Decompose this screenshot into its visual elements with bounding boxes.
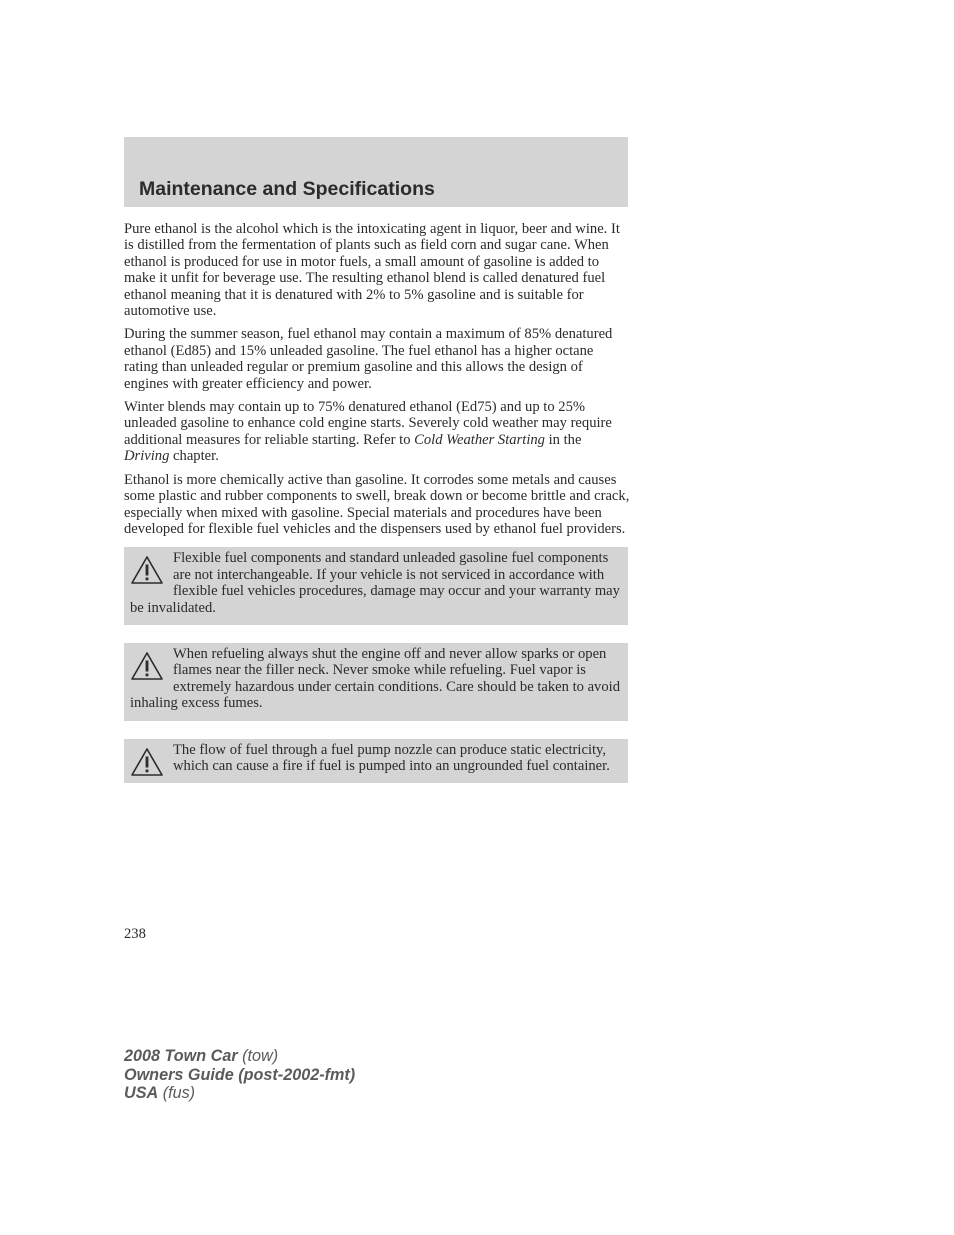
- warning-triangle-icon: [130, 651, 164, 681]
- footer-market-code: (fus): [162, 1084, 196, 1102]
- document-footer: [124, 1047, 355, 1103]
- footer-line-guide: [124, 1066, 355, 1085]
- footer-line-market: [124, 1084, 355, 1103]
- warning-box-components: [124, 547, 628, 625]
- driving-chapter-reference: Driving: [124, 448, 170, 465]
- warning-triangle-icon: [130, 747, 164, 777]
- footer-market: USA: [124, 1084, 159, 1102]
- paragraph-winter-blend: [124, 399, 630, 465]
- footer-model: 2008 Town Car: [124, 1047, 238, 1065]
- cold-weather-starting-reference: Cold Weather Starting: [414, 431, 545, 448]
- footer-model-code: (tow): [242, 1047, 279, 1065]
- warning-box-refueling: [124, 643, 628, 721]
- page-content: [124, 221, 630, 801]
- warning-text: Flexible fuel components and standard unleaded gasoline fuel components are not interchangeable. If your vehicle is not serviced in accordance with flexible fuel vehicles procedures, damage may occur and your warranty may be invalidated.: [130, 550, 620, 616]
- page-number: 238: [124, 926, 146, 942]
- warning-triangle-icon: [130, 555, 164, 585]
- winter-text-part1: Winter blends may contain up to 75% denatured ethanol (Ed75) and up to 25% unleaded gasoline to enhance cold engine starts. Severely cold weather may require additional measures for reliable starting. Refer to: [124, 399, 612, 448]
- footer-line-model: [124, 1047, 355, 1066]
- section-header-band: [124, 137, 628, 207]
- paragraph-summer-blend: During the summer season, fuel ethanol may contain a maximum of 85% denatured ethanol (Ed85) and 15% unleaded gasoline. The fuel ethanol has a higher octane rating than unleaded regular or premium gasoline and this allows the design of engines with greater efficiency and power.: [124, 326, 613, 392]
- warning-box-static-electricity: [124, 739, 628, 784]
- warning-text: When refueling always shut the engine off and never allow sparks or open flames near the filler neck. Never smoke while refueling. Fuel vapor is extremely hazardous under certain conditions. Care should be taken to avoid inhaling excess fumes.: [130, 645, 620, 712]
- section-title: Maintenance and Specifications: [139, 178, 435, 200]
- paragraph-pure-ethanol: Pure ethanol is the alcohol which is the intoxicating agent in liquor, beer and wine. It is distilled from the fermentation of plants such as field corn and sugar cane. When ethanol is produced for use in motor fuels, a small amount of gasoline is added to make it unfit for beverage use. The resulting ethanol blend is called denatured fuel ethanol meaning that it is denatured with 2% to 5% gasoline and is suitable for automotive use.: [124, 221, 620, 320]
- warning-text: The flow of fuel through a fuel pump nozzle can produce static electricity, which can cause a fire if fuel is pumped into an ungrounded fuel container.: [173, 741, 610, 774]
- winter-text-part3: chapter.: [169, 448, 219, 465]
- footer-guide: Owners Guide (post-2002-fmt): [124, 1065, 356, 1084]
- paragraph-ethanol-chemistry: Ethanol is more chemically active than gasoline. It corrodes some metals and causes some plastic and rubber components to swell, break down or become brittle and crack, especially when mixed with gasoline. Special materials and procedures have been developed for flexible fuel vehicles and the dispensers used by ethanol fuel providers.: [124, 471, 630, 537]
- winter-text-part2: in the: [544, 431, 582, 448]
